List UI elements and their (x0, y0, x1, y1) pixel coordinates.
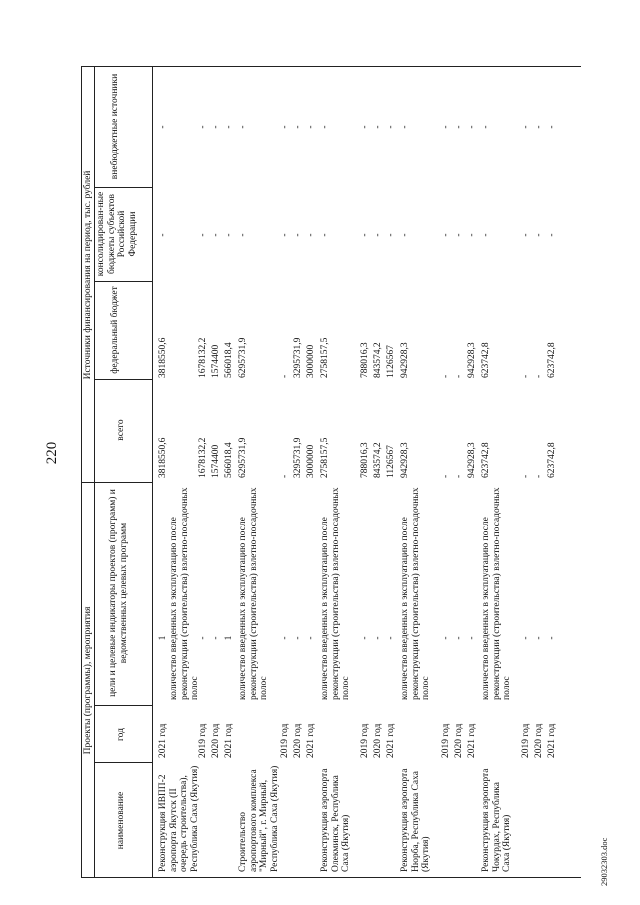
row-year: 2019 год (360, 723, 370, 758)
row-federal: 2758157,5 (320, 337, 330, 378)
row-goal-value: - (521, 636, 531, 640)
row-federal: 623742,8 (547, 342, 557, 378)
row-total: 6295731,9 (238, 437, 248, 478)
row-goal-value: - (534, 636, 544, 640)
table-header-bottom-line (152, 66, 153, 878)
row-extra: - (306, 125, 316, 129)
row-year: 2021 год (224, 723, 234, 758)
row-regional: - (158, 233, 168, 237)
row-federal: 3000000 (306, 344, 316, 378)
row-federal: - (280, 374, 290, 378)
row-extra: - (280, 125, 290, 129)
row-federal: 566018,4 (224, 342, 234, 378)
row-federal: 1126567 (386, 345, 396, 378)
row-name: Строительство аэропортового комплекса "Мирный", г. Мирный, Республика Саха (Якутия) (238, 765, 280, 872)
row-regional: - (454, 233, 464, 237)
row-year: 2020 год (454, 723, 464, 758)
row-regional: - (360, 233, 370, 237)
row-goal-value: - (360, 636, 370, 640)
row-year: 2021 год (158, 723, 168, 758)
row-total: 3000000 (306, 444, 316, 478)
row-goal-value: - (441, 636, 451, 640)
row-extra: - (198, 125, 208, 129)
row-regional: - (373, 233, 383, 237)
header-group-sources: Источники финансирования на период, тыс. рублей (83, 170, 93, 380)
row-federal: 942928,3 (400, 342, 410, 378)
row-total: - (534, 474, 544, 478)
row-goal-text: количество введенных в эксплуатацию после реконструкции (строительства) взлетно-посадочных полос (400, 487, 431, 700)
header-name: наименование (116, 791, 126, 850)
row-extra: - (373, 125, 383, 129)
row-total: 1678132,2 (198, 437, 208, 478)
row-federal: 623742,8 (481, 342, 491, 378)
row-goal-value: - (467, 636, 477, 640)
row-federal: 1678132,2 (198, 337, 208, 378)
row-total: 1126567 (386, 445, 396, 478)
row-extra: - (441, 125, 451, 129)
row-federal: 788016,3 (360, 342, 370, 378)
row-year: 2019 год (521, 723, 531, 758)
row-total: 3818550,6 (158, 437, 168, 478)
header-total: всего (116, 419, 126, 441)
footer-file-code: 29032303.doc (599, 837, 609, 886)
row-regional: - (238, 233, 248, 237)
row-regional: - (521, 233, 531, 237)
row-extra: - (400, 125, 410, 129)
row-regional: - (400, 233, 410, 237)
row-total: 1574400 (211, 444, 221, 478)
row-goal-value: 1 (224, 635, 234, 641)
row-extra: - (481, 125, 491, 129)
row-goal-text: количество введенных в эксплуатацию после реконструкции (строительства) взлетно-посадочных полос (481, 487, 512, 700)
row-name: Реконструкция аэропорта Олекминск, Республика Саха (Якутия) (320, 768, 351, 872)
row-regional: - (320, 233, 330, 237)
table-top-border (81, 66, 82, 878)
table-left-border (81, 877, 581, 878)
row-total: 843574,2 (373, 442, 383, 478)
row-goal-value: - (547, 636, 557, 640)
row-extra: - (534, 125, 544, 129)
row-regional: - (198, 233, 208, 237)
row-goal-text: количество введенных в эксплуатацию после реконструкции (строительства) взлетно-посадочных полос (320, 487, 351, 700)
row-name: Реконструкция аэропорта Нюрба, Республика Саха (Якутия) (400, 768, 431, 872)
row-extra: - (547, 125, 557, 129)
row-regional: - (280, 233, 290, 237)
row-goal-text: количество введенных в эксплуатацию после реконструкции (строительства) взлетно-посадочных полос (169, 487, 200, 700)
row-regional: - (306, 233, 316, 237)
row-extra: - (293, 125, 303, 129)
row-regional: - (534, 233, 544, 237)
row-year: 2020 год (211, 723, 221, 758)
row-extra: - (211, 125, 221, 129)
row-regional: - (467, 233, 477, 237)
header-federal: федеральный бюджет (110, 286, 120, 374)
row-year: 2020 год (534, 723, 544, 758)
row-federal: 6295731,9 (238, 337, 248, 378)
row-federal: 843574,2 (373, 342, 383, 378)
row-federal: 1574400 (211, 344, 221, 378)
row-federal: 3818550,6 (158, 337, 168, 378)
row-federal: - (441, 374, 451, 378)
row-total: 566018,4 (224, 442, 234, 478)
col-divider-federal (94, 281, 152, 282)
header-regional: консолидирован-ные бюджеты субъектов Российской Федерации (96, 191, 138, 277)
page-number: 220 (44, 441, 60, 465)
row-total: 942928,3 (467, 442, 477, 478)
row-total: 2758157,5 (320, 437, 330, 478)
row-federal: 942928,3 (467, 342, 477, 378)
row-extra: - (238, 125, 248, 129)
row-goal-value: - (373, 636, 383, 640)
row-goal-value: - (454, 636, 464, 640)
row-total: 623742,8 (547, 442, 557, 478)
row-year: 2021 год (386, 723, 396, 758)
row-extra: - (386, 125, 396, 129)
row-year: 2020 год (293, 723, 303, 758)
row-goal-value: - (211, 636, 221, 640)
row-year: 2021 год (467, 723, 477, 758)
row-total: - (454, 474, 464, 478)
row-name: Реконструкция аэропорта Чокурдах, Республика Саха (Якутия) (481, 768, 512, 872)
row-extra: - (360, 125, 370, 129)
row-total: - (280, 474, 290, 478)
row-extra: - (454, 125, 464, 129)
row-total: 942928,3 (400, 442, 410, 478)
row-federal: - (454, 374, 464, 378)
row-goal-value: - (280, 636, 290, 640)
row-regional: - (224, 233, 234, 237)
row-total: - (521, 474, 531, 478)
row-total: 788016,3 (360, 442, 370, 478)
header-group-projects: Проекты (программы), мероприятия (83, 606, 93, 755)
row-regional: - (386, 233, 396, 237)
row-regional: - (211, 233, 221, 237)
row-year: 2021 год (306, 723, 316, 758)
row-year: 2019 год (198, 723, 208, 758)
row-total: 3295731,9 (293, 437, 303, 478)
row-year: 2019 год (280, 723, 290, 758)
row-total: - (441, 474, 451, 478)
header-extra: внебюджетные источники (110, 73, 120, 180)
row-total: 623742,8 (481, 442, 491, 478)
row-year: 2021 год (547, 723, 557, 758)
row-goal-value: - (293, 636, 303, 640)
row-year: 2019 год (441, 723, 451, 758)
row-goal-value: - (386, 636, 396, 640)
document-page (44, 28, 609, 886)
header-goals: цели и целевые индикаторы проектов (программ) и ведомственных целевых программ (108, 489, 129, 697)
row-regional: - (441, 233, 451, 237)
row-year: 2020 год (373, 723, 383, 758)
row-name: Реконструкция ИВПП-2 аэропорта Якутск (II очередь строительства), Республика Саха (Якутия) (158, 765, 200, 872)
row-regional: - (293, 233, 303, 237)
row-goal-value: - (198, 636, 208, 640)
row-extra: - (467, 125, 477, 129)
table-right-border (81, 66, 581, 67)
row-extra: - (224, 125, 234, 129)
row-regional: - (481, 233, 491, 237)
row-extra: - (158, 125, 168, 129)
row-extra: - (521, 125, 531, 129)
row-goal-text: количество введенных в эксплуатацию после реконструкции (строительства) взлетно-посадочных полос (238, 487, 269, 700)
header-year: год (116, 728, 126, 741)
row-federal: - (521, 374, 531, 378)
row-federal: 3295731,9 (293, 337, 303, 378)
row-goal-value: - (306, 636, 316, 640)
row-goal-value: 1 (158, 635, 168, 641)
row-extra: - (320, 125, 330, 129)
row-regional: - (547, 233, 557, 237)
row-federal: - (534, 374, 544, 378)
